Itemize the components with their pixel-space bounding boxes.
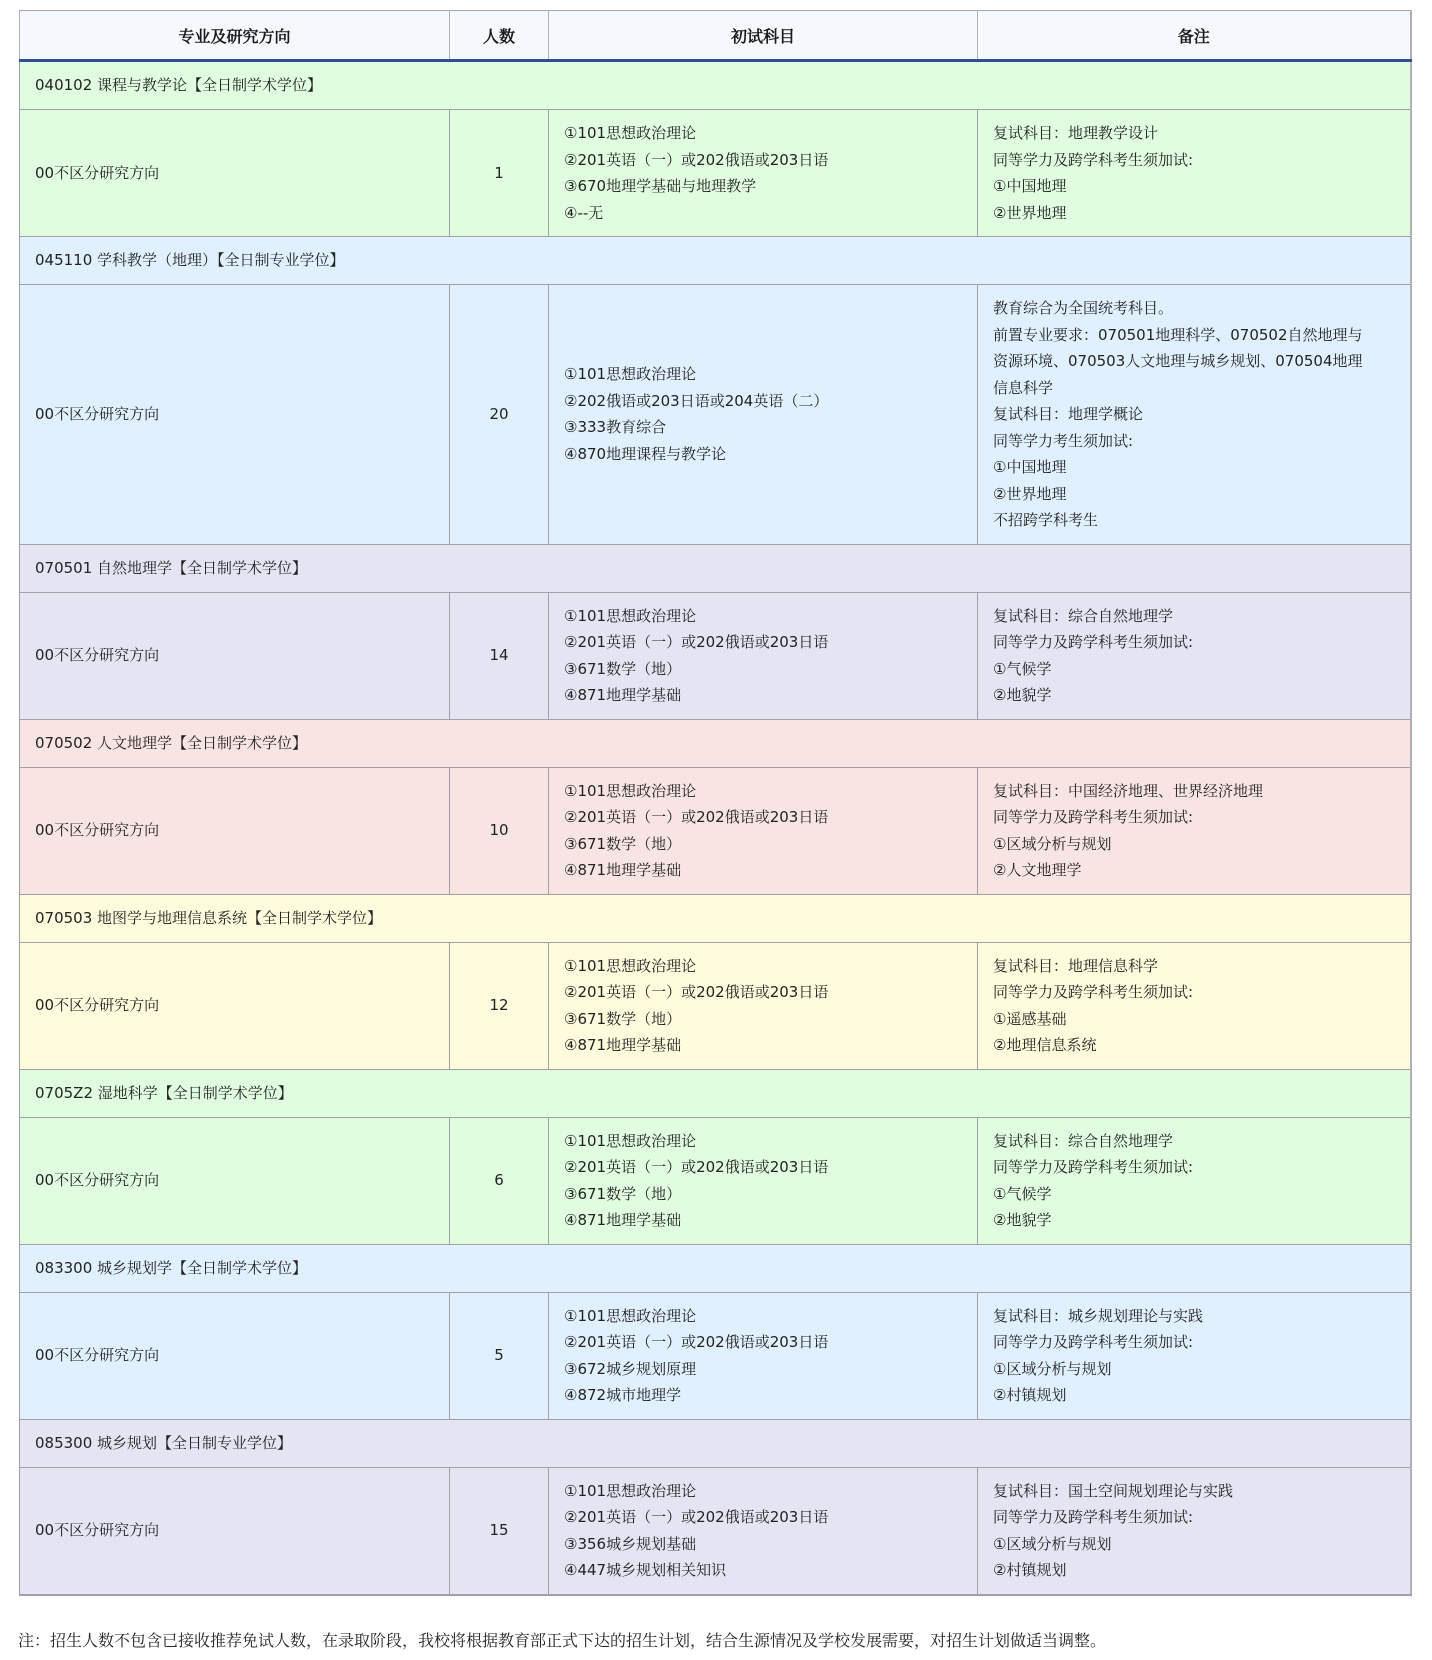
research-direction: 00不区分研究方向 bbox=[20, 1292, 450, 1419]
major-group-row bbox=[20, 61, 1411, 110]
research-direction: 00不区分研究方向 bbox=[20, 110, 450, 237]
remark-line: 信息科学 bbox=[993, 378, 1054, 397]
remarks bbox=[978, 285, 1411, 545]
table-row bbox=[20, 1467, 1411, 1595]
major-title: 070501 自然地理学【全日制学术学位】 bbox=[20, 544, 1411, 592]
table-row bbox=[20, 1292, 1411, 1419]
remark-line: ②村镇规划 bbox=[993, 1386, 1067, 1404]
remark-line: ①气候学 bbox=[993, 659, 1052, 678]
table-row bbox=[20, 592, 1411, 719]
table-row bbox=[20, 767, 1411, 894]
subject-item: ④871地理学基础 bbox=[564, 1211, 682, 1229]
remark-line: ②人文地理学 bbox=[993, 861, 1082, 879]
subject-item: ④870地理课程与教学论 bbox=[564, 444, 727, 463]
enrollment-count: 10 bbox=[450, 767, 549, 894]
subject-item: ③333教育综合 bbox=[564, 418, 667, 437]
subject-item: ①101思想政治理论 bbox=[564, 365, 697, 384]
subject-item: ①101思想政治理论 bbox=[564, 1481, 697, 1500]
table-row bbox=[20, 285, 1411, 545]
subject-item: ③356城乡规划基础 bbox=[564, 1534, 697, 1553]
major-group-row bbox=[20, 544, 1411, 592]
exam-subjects bbox=[549, 285, 978, 545]
subject-item: ③671数学（地） bbox=[564, 1009, 682, 1028]
remark-line: 复试科目：国土空间规划理论与实践 bbox=[993, 1481, 1234, 1500]
major-group-row bbox=[20, 237, 1411, 285]
subject-item: ①101思想政治理论 bbox=[564, 1131, 697, 1150]
remark-line: ②世界地理 bbox=[993, 484, 1067, 503]
subject-item: ①101思想政治理论 bbox=[564, 956, 697, 975]
header-count: 人数 bbox=[450, 11, 549, 61]
remarks bbox=[978, 942, 1411, 1069]
subject-item: ②202俄语或203日语或204英语（二） bbox=[564, 391, 829, 410]
remark-line: 复试科目：中国经济地理、世界经济地理 bbox=[993, 781, 1264, 800]
remark-line: 前置专业要求：070501地理科学、070502自然地理与 bbox=[993, 325, 1363, 344]
exam-subjects bbox=[549, 942, 978, 1069]
remarks bbox=[978, 110, 1411, 237]
research-direction: 00不区分研究方向 bbox=[20, 285, 450, 545]
exam-subjects bbox=[549, 1117, 978, 1244]
remark-line: 复试科目：城乡规划理论与实践 bbox=[993, 1306, 1204, 1325]
remark-line: ①气候学 bbox=[993, 1184, 1052, 1203]
remark-line: ①区域分析与规划 bbox=[993, 1359, 1112, 1378]
enrollment-count: 5 bbox=[450, 1292, 549, 1419]
subject-item: ③670地理学基础与地理教学 bbox=[564, 177, 757, 195]
subject-item: ①101思想政治理论 bbox=[564, 781, 697, 800]
remark-line: 复试科目：地理教学设计 bbox=[993, 124, 1159, 142]
subject-item: ②201英语（一）或202俄语或203日语 bbox=[564, 150, 829, 169]
research-direction: 00不区分研究方向 bbox=[20, 592, 450, 719]
remarks bbox=[978, 1292, 1411, 1419]
header-remarks: 备注 bbox=[978, 11, 1411, 61]
header-exam-subjects: 初试科目 bbox=[549, 11, 978, 61]
subject-item: ②201英语（一）或202俄语或203日语 bbox=[564, 1333, 829, 1351]
enrollment-count: 1 bbox=[450, 110, 549, 237]
remark-line: 资源环境、070503人文地理与城乡规划、070504地理 bbox=[993, 352, 1363, 370]
major-group-row bbox=[20, 894, 1411, 942]
remark-line: ②地理信息系统 bbox=[993, 1036, 1097, 1054]
remarks bbox=[978, 1117, 1411, 1244]
subject-item: ②201英语（一）或202俄语或203日语 bbox=[564, 1508, 829, 1526]
enrollment-count: 6 bbox=[450, 1117, 549, 1244]
enrollment-count: 15 bbox=[450, 1467, 549, 1595]
exam-subjects bbox=[549, 110, 978, 237]
subject-item: ④871地理学基础 bbox=[564, 686, 682, 704]
research-direction: 00不区分研究方向 bbox=[20, 1467, 450, 1595]
subject-item: ②201英语（一）或202俄语或203日语 bbox=[564, 808, 829, 826]
subject-item: ④--无 bbox=[564, 203, 604, 222]
exam-subjects bbox=[549, 767, 978, 894]
remark-line: 复试科目：地理学概论 bbox=[993, 405, 1144, 423]
subject-item: ④871地理学基础 bbox=[564, 1036, 682, 1054]
header-major-direction: 专业及研究方向 bbox=[20, 11, 450, 61]
footnote: 注：招生人数不包含已接收推荐免试人数，在录取阶段，我校将根据教育部正式下达的招生计划，结合生源情况及学校发展需要，对招生计划做适当调整。 bbox=[18, 1631, 1107, 1650]
remarks bbox=[978, 592, 1411, 719]
subject-item: ④871地理学基础 bbox=[564, 861, 682, 879]
exam-subjects bbox=[549, 592, 978, 719]
enrollment-count: 12 bbox=[450, 942, 549, 1069]
remark-line: ②地貌学 bbox=[993, 1211, 1052, 1229]
research-direction: 00不区分研究方向 bbox=[20, 942, 450, 1069]
table-header-row bbox=[20, 11, 1411, 61]
remark-line: 不招跨学科考生 bbox=[993, 511, 1099, 529]
major-group-row bbox=[20, 1069, 1411, 1117]
subject-item: ③671数学（地） bbox=[564, 659, 682, 678]
major-title: 083300 城乡规划学【全日制学术学位】 bbox=[20, 1244, 1411, 1292]
remark-line: ①区域分析与规划 bbox=[993, 834, 1112, 853]
remark-line: ①遥感基础 bbox=[993, 1009, 1067, 1028]
research-direction: 00不区分研究方向 bbox=[20, 767, 450, 894]
subject-item: ③672城乡规划原理 bbox=[564, 1359, 697, 1378]
table-row bbox=[20, 942, 1411, 1069]
major-title: 0705Z2 湿地科学【全日制学术学位】 bbox=[20, 1069, 1411, 1117]
remark-line: ①中国地理 bbox=[993, 458, 1067, 476]
enrollment-count: 20 bbox=[450, 285, 549, 545]
remarks bbox=[978, 1467, 1411, 1595]
exam-subjects bbox=[549, 1467, 978, 1595]
subject-item: ④872城市地理学 bbox=[564, 1386, 682, 1404]
remark-line: 同等学力及跨学科考生须加试: bbox=[993, 633, 1194, 651]
table-row bbox=[20, 1117, 1411, 1244]
remark-line: 同等学力及跨学科考生须加试: bbox=[993, 1158, 1194, 1176]
remark-line: 同等学力及跨学科考生须加试: bbox=[993, 808, 1194, 826]
major-group-row bbox=[20, 719, 1411, 767]
remark-line: 教育综合为全国统考科目。 bbox=[993, 299, 1174, 317]
major-group-row bbox=[20, 1244, 1411, 1292]
remark-line: 复试科目：地理信息科学 bbox=[993, 956, 1159, 975]
exam-subjects bbox=[549, 1292, 978, 1419]
subject-item: ③671数学（地） bbox=[564, 834, 682, 853]
table-row bbox=[20, 110, 1411, 237]
major-group-row bbox=[20, 1419, 1411, 1467]
major-title: 040102 课程与教学论【全日制学术学位】 bbox=[20, 61, 1411, 110]
remarks bbox=[978, 767, 1411, 894]
subject-item: ②201英语（一）或202俄语或203日语 bbox=[564, 633, 829, 651]
remark-line: ②地貌学 bbox=[993, 686, 1052, 704]
subject-item: ①101思想政治理论 bbox=[564, 1306, 697, 1325]
enrollment-count: 14 bbox=[450, 592, 549, 719]
research-direction: 00不区分研究方向 bbox=[20, 1117, 450, 1244]
subject-item: ④447城乡规划相关知识 bbox=[564, 1561, 727, 1579]
remark-line: 同等学力及跨学科考生须加试: bbox=[993, 1508, 1194, 1526]
subject-item: ③671数学（地） bbox=[564, 1184, 682, 1203]
subject-item: ①101思想政治理论 bbox=[564, 124, 697, 142]
major-title: 045110 学科教学（地理）【全日制专业学位】 bbox=[20, 237, 1411, 285]
remark-line: ①区域分析与规划 bbox=[993, 1534, 1112, 1553]
remark-line: 同等学力及跨学科考生须加试: bbox=[993, 150, 1194, 169]
major-title: 070502 人文地理学【全日制学术学位】 bbox=[20, 719, 1411, 767]
remark-line: ②村镇规划 bbox=[993, 1561, 1067, 1579]
major-title: 070503 地图学与地理信息系统【全日制学术学位】 bbox=[20, 894, 1411, 942]
major-title: 085300 城乡规划【全日制专业学位】 bbox=[20, 1419, 1411, 1467]
remark-line: ①中国地理 bbox=[993, 177, 1067, 195]
remark-line: 同等学力及跨学科考生须加试: bbox=[993, 1333, 1194, 1351]
remark-line: ②世界地理 bbox=[993, 203, 1067, 222]
remark-line: 同等学力及跨学科考生须加试: bbox=[993, 983, 1194, 1001]
remark-line: 复试科目：综合自然地理学 bbox=[993, 1131, 1174, 1150]
subject-item: ①101思想政治理论 bbox=[564, 606, 697, 625]
subject-item: ②201英语（一）或202俄语或203日语 bbox=[564, 983, 829, 1001]
subject-item: ②201英语（一）或202俄语或203日语 bbox=[564, 1158, 829, 1176]
admissions-table bbox=[19, 10, 1412, 1596]
remark-line: 复试科目：综合自然地理学 bbox=[993, 606, 1174, 625]
remark-line: 同等学力考生须加试: bbox=[993, 431, 1134, 450]
